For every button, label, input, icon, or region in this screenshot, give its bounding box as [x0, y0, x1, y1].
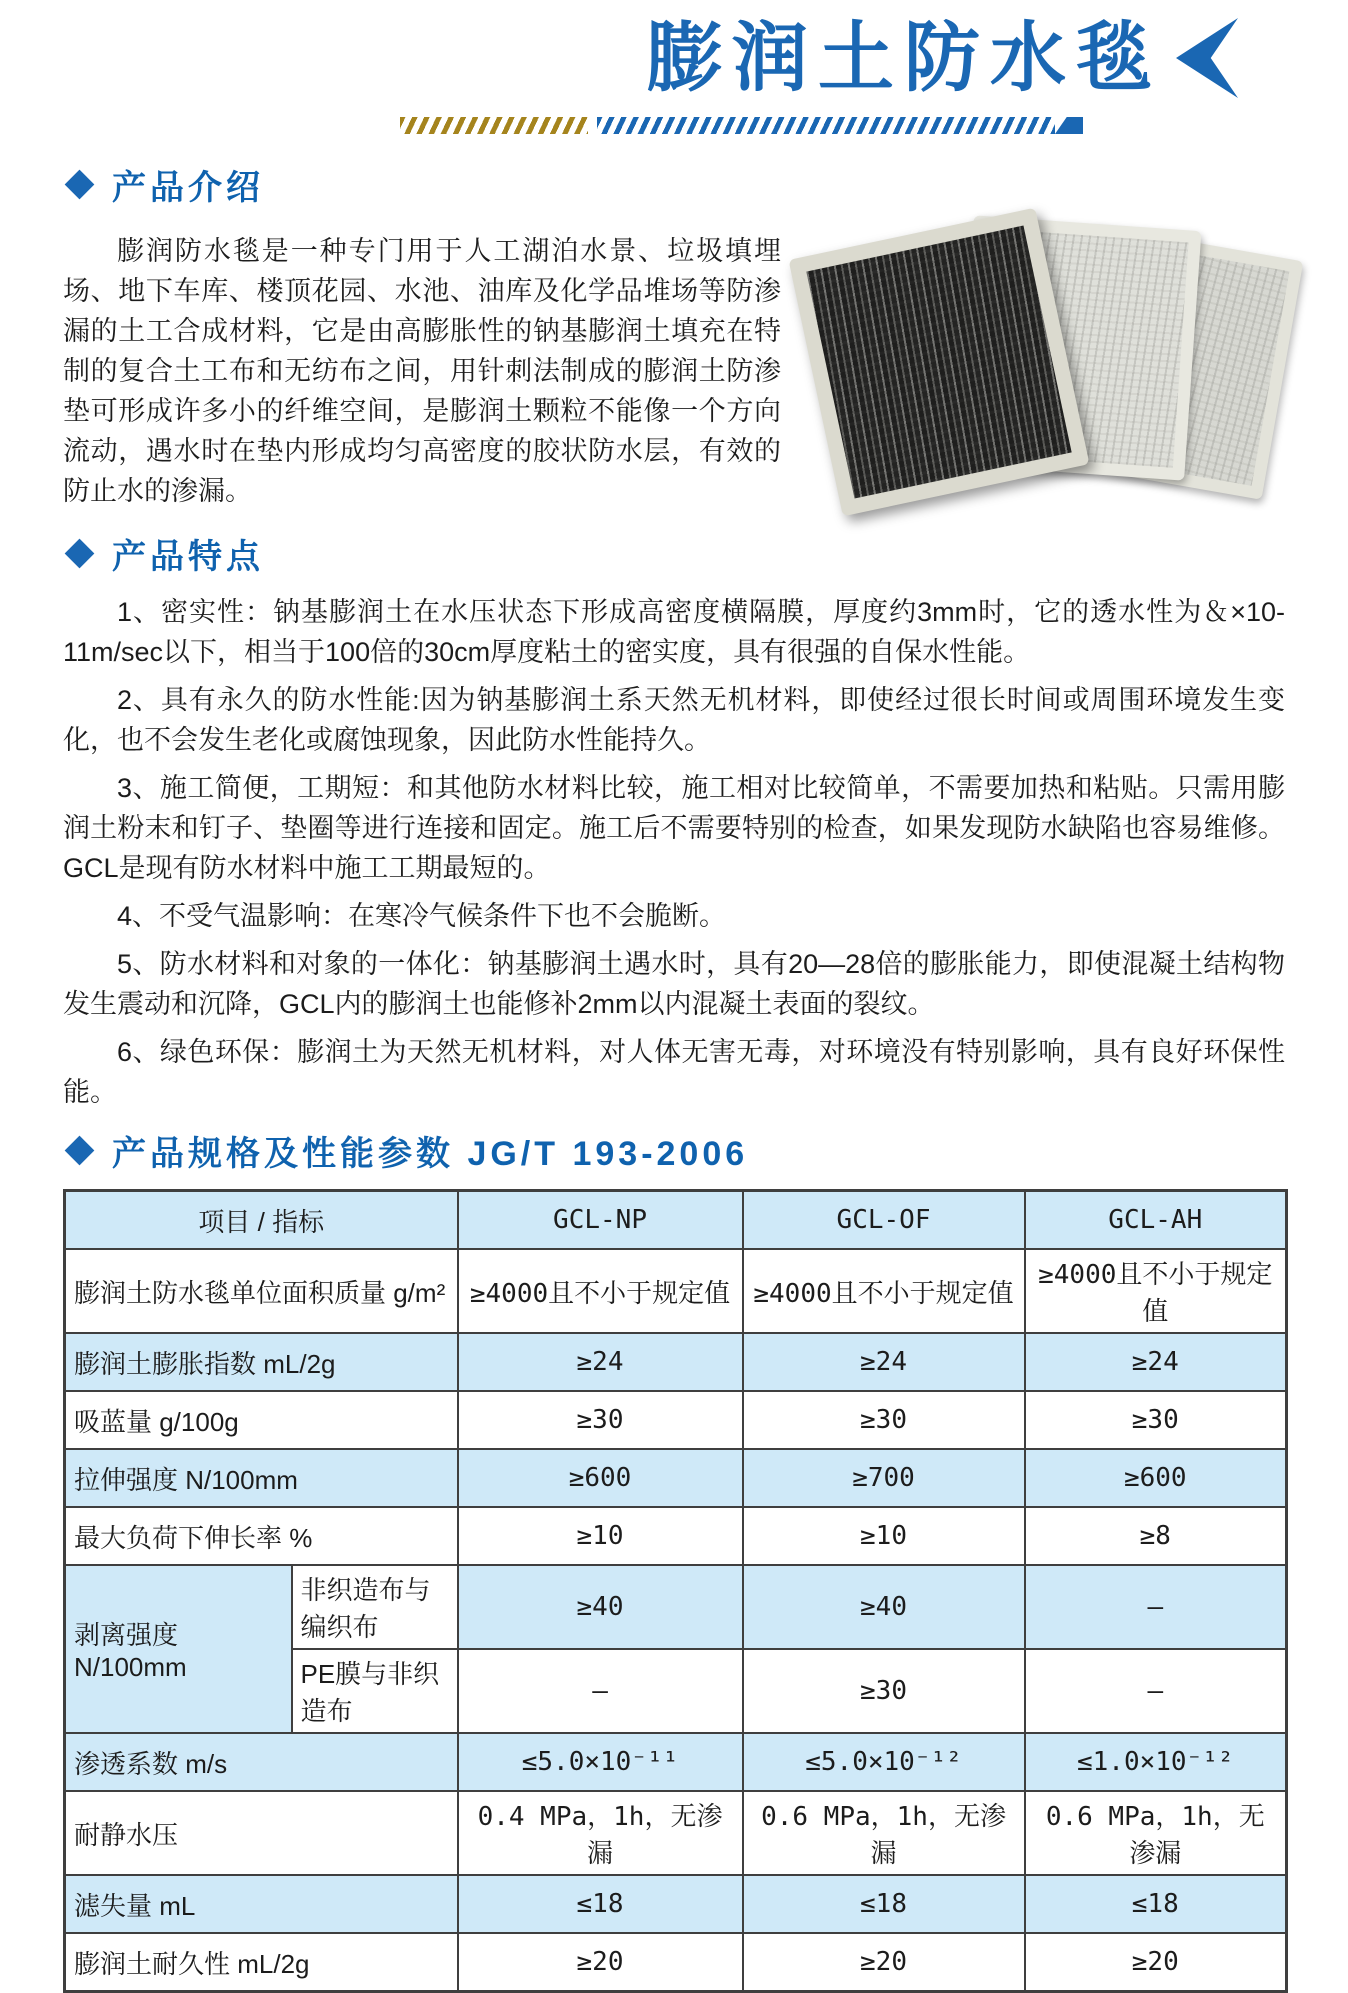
cell-value: ≤18: [458, 1875, 743, 1933]
table-row: [65, 1249, 1287, 1333]
feature-item-6: 6、绿色环保：膨润土为天然无机材料，对人体无害无毒，对环境没有特别影响，具有良好环保性能。: [63, 1037, 1285, 1107]
row-label: 膨润土防水毯单位面积质量 g/m²: [65, 1249, 458, 1333]
page-content: [63, 160, 1285, 1993]
cell-value: ≥24: [458, 1333, 743, 1391]
feature-item-1: 1、密实性：钠基膨润土在水压状态下形成高密度横隔膜，厚度约3mm时，它的透水性为＆×10-11m/sec以下，相当于100倍的30cm厚度粘土的密实度，具有很强的自保水性能。: [63, 597, 1285, 667]
gold-stripe-divider: [400, 117, 588, 134]
spec-table-header-row: [65, 1191, 1287, 1250]
product-photo: [807, 223, 1285, 515]
section-heading-specs: [63, 1126, 1285, 1175]
gcl-sample-front: [789, 208, 1090, 517]
cell-value: ≥20: [1025, 1933, 1287, 1992]
row-sublabel: PE膜与非织造布: [292, 1649, 458, 1733]
specs-heading-text: 产品规格及性能参数 JG/T 193-2006: [112, 1135, 749, 1173]
cell-value: ≤1.0×10⁻¹²: [1025, 1733, 1287, 1791]
cell-value: ≥20: [458, 1933, 743, 1992]
cell-value: –: [458, 1649, 743, 1733]
cell-value: ≥30: [1025, 1391, 1287, 1449]
cell-value: ≥24: [1025, 1333, 1287, 1391]
cell-value: ≥30: [743, 1391, 1025, 1449]
feature-item-4: 4、不受气温影响：在寒冷气候条件下也不会脆断。: [117, 901, 727, 931]
diamond-bullet-icon: [65, 1136, 95, 1166]
row-label: 吸蓝量 g/100g: [65, 1391, 458, 1449]
col-header-item: 项目 / 指标: [65, 1191, 458, 1250]
cell-value: ≥24: [743, 1333, 1025, 1391]
features-list: [63, 592, 1285, 1112]
row-label: 耐静水压: [65, 1791, 458, 1875]
cell-value: ≤5.0×10⁻¹¹: [458, 1733, 743, 1791]
row-label: 渗透系数 m/s: [65, 1733, 458, 1791]
cell-value: ≥600: [458, 1449, 743, 1507]
col-header-gcl-of: GCL-OF: [743, 1191, 1025, 1250]
cell-value: ≥4000且不小于规定值: [458, 1249, 743, 1333]
cell-value: ≥10: [458, 1507, 743, 1565]
section-heading-features: [63, 529, 1285, 578]
table-row: [65, 1733, 1287, 1791]
section-heading-intro: [63, 160, 1285, 209]
table-row: [65, 1391, 1287, 1449]
row-label: 拉伸强度 N/100mm: [65, 1449, 458, 1507]
table-row: [65, 1449, 1287, 1507]
cell-value: ≥10: [743, 1507, 1025, 1565]
cell-value: 0.6 MPa，1h，无渗漏: [1025, 1791, 1287, 1875]
intro-section: [63, 223, 1285, 515]
row-label: 滤失量 mL: [65, 1875, 458, 1933]
row-sublabel: 非织造布与编织布: [292, 1565, 458, 1649]
cell-value: ≥600: [1025, 1449, 1287, 1507]
page-header: [646, 13, 1238, 102]
cell-value: ≥40: [458, 1565, 743, 1649]
feature-item-2: 2、具有永久的防水性能:因为钠基膨润土系天然无机材料，即使经过很长时间或周围环境发生变化，也不会发生老化或腐蚀现象，因此防水性能持久。: [63, 685, 1285, 755]
diamond-bullet-icon: [65, 539, 95, 569]
diamond-bullet-icon: [65, 170, 95, 200]
col-header-gcl-ah: GCL-AH: [1025, 1191, 1287, 1250]
blue-stripe-divider: [597, 117, 1055, 134]
cell-value: ≥4000且不小于规定值: [743, 1249, 1025, 1333]
intro-paragraph: 膨润防水毯是一种专门用于人工湖泊水景、垃圾填埋场、地下车库、楼顶花园、水池、油库及化学品堆场等防渗漏的土工合成材料，它是由高膨胀性的钠基膨润土填充在特制的复合土工布和无纺布之间，用针刺法制成的膨润土防渗垫可形成许多小的纤维空间，是膨润土颗粒不能像一个方向流动，遇水时在垫内形成均匀高密度的胶状防水层，有效的防止水的渗漏。: [63, 236, 781, 506]
col-header-gcl-np: GCL-NP: [458, 1191, 743, 1250]
cell-value: 0.6 MPa，1h，无渗漏: [743, 1791, 1025, 1875]
row-label-merged: 剥离强度 N/100mm: [65, 1565, 292, 1733]
row-label: 膨润土耐久性 mL/2g: [65, 1933, 458, 1992]
cell-value: 0.4 MPa，1h，无渗漏: [458, 1791, 743, 1875]
page-title: 膨润土防水毯: [646, 13, 1162, 102]
cell-value: ≤18: [743, 1875, 1025, 1933]
cell-value: ≥20: [743, 1933, 1025, 1992]
intro-heading-text: 产品介绍: [112, 169, 264, 207]
cell-value: –: [1025, 1565, 1287, 1649]
row-label: 最大负荷下伸长率 %: [65, 1507, 458, 1565]
cell-value: ≥30: [743, 1649, 1025, 1733]
table-row: [65, 1333, 1287, 1391]
feature-item-5: 5、防水材料和对象的一体化：钠基膨润土遇水时，具有20—28倍的膨胀能力，即使混凝土结构物发生震动和沉降，GCL内的膨润土也能修补2mm以内混凝土表面的裂纹。: [63, 949, 1285, 1019]
spec-table: [63, 1189, 1288, 1993]
table-row: [65, 1791, 1287, 1875]
row-label: 膨润土膨胀指数 mL/2g: [65, 1333, 458, 1391]
cell-value: –: [1025, 1649, 1287, 1733]
cell-value: ≥30: [458, 1391, 743, 1449]
features-heading-text: 产品特点: [112, 538, 264, 576]
cell-value: ≥8: [1025, 1507, 1287, 1565]
table-row: [65, 1875, 1287, 1933]
feature-item-3: 3、施工简便，工期短：和其他防水材料比较，施工相对比较简单，不需要加热和粘贴。只需用膨润土粉末和钉子、垫圈等进行连接和固定。施工后不需要特别的检查，如果发现防水缺陷也容易维修。GCL是现有防水材料中施工工期最短的。: [63, 773, 1285, 883]
table-row: [65, 1933, 1287, 1992]
stripe-end-triangle-icon: [1055, 117, 1083, 134]
cell-value: ≥4000且不小于规定值: [1025, 1249, 1287, 1333]
table-row: [65, 1507, 1287, 1565]
cell-value: ≤18: [1025, 1875, 1287, 1933]
table-row-peel-strength-1: [65, 1565, 1287, 1649]
cell-value: ≥40: [743, 1565, 1025, 1649]
title-left-arrow-icon: [1176, 18, 1238, 98]
cell-value: ≤5.0×10⁻¹²: [743, 1733, 1025, 1791]
cell-value: ≥700: [743, 1449, 1025, 1507]
